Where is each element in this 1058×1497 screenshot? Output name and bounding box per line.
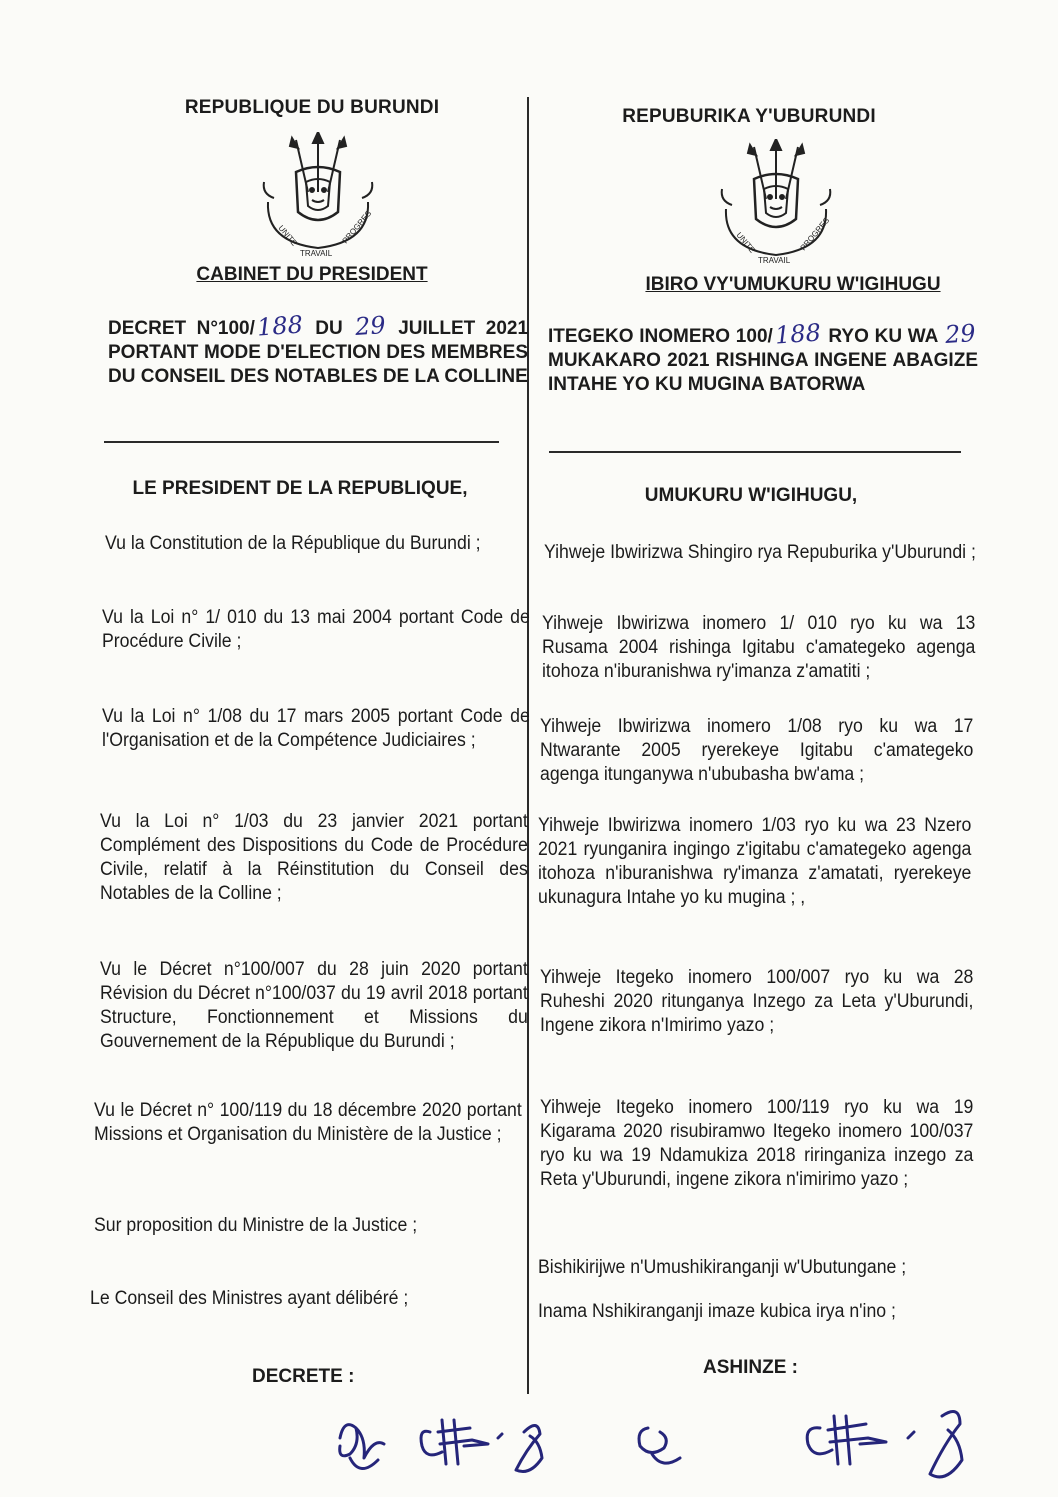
page-initials-signatures [330,1398,1030,1493]
paragraph-council-kirundi: Inama Nshikiranganji imaze kubica irya n'ino ; [538,1301,896,1322]
decree-du: DU [315,318,343,339]
motto-center-text-kirundi: TRAVAIL [758,256,791,265]
paragraph-law-1-03-kirundi: Yihweje Ibwirizwa inomero 1/03 ryo ku wa 23 Nzero 2021 ryunganira ingingo z'igitabu c'amategeko agenga itohoza n'iburanishwa ry'imanza z'amatati, ryerekeye ukunagura Intahe yo ku mugina ; , [538,815,972,908]
motto-left-text: UNITE [276,223,299,248]
paragraph-proposal-kirundi: Bishikirijwe n'Umushikiranganji w'Ubutungane ; [538,1257,907,1278]
decree-prefix-kirundi: ITEGEKO INOMERO 100/ [548,326,773,347]
cabinet-title-kirundi: IBIRO VY'UMUKURU W'IGIHUGU [645,274,941,295]
paragraph-judicial-organisation-kirundi: Yihweje Ibwirizwa inomero 1/08 ryo ku wa 17 Ntwarante 2005 ryerekeye Igitabu c'amategeko agenga itunganywa n'ububasha bw'ama ; [540,716,974,785]
decree-subject: PORTANT MODE D'ELECTION DES MEMBRES DU CONSEIL DES NOTABLES DE LA COLLINE [108,342,528,387]
paragraph-constitution: Vu la Constitution de la République du Burundi ; [105,533,481,554]
motto-left-text-kirundi: UNITE [734,230,757,255]
paragraph-decree-100-007-kirundi: Yihweje Itegeko inomero 100/007 ryo ku wa 28 Ruheshi 2020 ritunganya Inzego za Leta y'Uburundi, Ingene zikora n'Imirimo yazo ; [540,967,974,1036]
decree-ryo: RYO KU WA [828,326,938,347]
decree-title-kirundi [548,318,978,397]
motto-center-text: TRAVAIL [300,249,333,258]
decree-subject-kirundi: MUKAKARO 2021 RISHINGA INGENE ABAGIZE INTAHE YO KU MUGINA BATORWA [548,350,978,395]
decree-title [108,310,529,389]
title-underline-rule-kirundi [549,451,961,453]
handwritten-decree-number-kirundi: 188 [773,318,822,350]
motto-right-text: PROGRES [340,208,374,246]
title-underline-rule [104,441,499,443]
president-heading-kirundi: UMUKURU W'IGIHUGU, [644,485,858,506]
paragraph-civil-procedure-kirundi: Yihweje Ibwirizwa inomero 1/ 010 ryo ku wa 13 Rusama 2004 rishinga Igitabu c'amategeko agenga itohoza n'iburanishwa ry'imanza z'amatiti ; [542,613,976,682]
handwritten-day-kirundi: 29 [944,318,977,350]
decree-prefix: DECRET N°100/ [108,318,255,339]
paragraph-constitution-kirundi: Yihweje Ibwirizwa Shingiro rya Repuburika y'Uburundi ; [544,542,976,563]
paragraph-decree-100-119: Vu le Décret n° 100/119 du 18 décembre 2020 portant Missions et Organisation du Ministère de la Justice ; [94,1100,522,1145]
republic-title: REPUBLIQUE DU BURUNDI [184,97,440,118]
coat-of-arms-emblem-kirundi [706,139,846,269]
motto-right-text-kirundi: PROGRES [798,215,832,253]
handwritten-day: 29 [354,310,387,342]
paragraph-council: Le Conseil des Ministres ayant délibéré ; [90,1288,409,1309]
paragraph-judicial-organisation: Vu la Loi n° 1/08 du 17 mars 2005 portant Code de l'Organisation et de la Compétence Judiciaires ; [102,706,530,751]
republic-title-kirundi: REPUBURIKA Y'UBURUNDI [622,106,876,127]
handwritten-decree-number: 188 [255,310,304,342]
cabinet-title: CABINET DU PRESIDENT [196,264,428,285]
decree-date-rest: JUILLET 2021 [398,318,529,339]
coat-of-arms-emblem [248,132,388,262]
paragraph-proposal: Sur proposition du Ministre de la Justice ; [94,1215,418,1236]
president-heading: LE PRESIDENT DE LA REPUBLIQUE, [132,478,468,499]
decision-word-kirundi: ASHINZE : [703,1357,798,1378]
paragraph-decree-100-007: Vu le Décret n°100/007 du 28 juin 2020 portant Révision du Décret n°100/037 du 19 avril 2018 portant Structure, Fonctionnement et Missions du Gouvernement de la République du Burundi ; [100,959,528,1052]
paragraph-decree-100-119-kirundi: Yihweje Itegeko inomero 100/119 ryo ku wa 19 Kigarama 2020 risubiramwo Itegeko inomero 100/037 ryo ku wa 19 Ndamukiza 2018 riringaniza inzego za Reta y'Uburundi, ingene zikora n'imirimo yazo ; [540,1097,974,1190]
paragraph-civil-procedure: Vu la Loi n° 1/ 010 du 13 mai 2004 portant Code de Procédure Civile ; [102,607,530,652]
paragraph-law-1-03: Vu la Loi n° 1/03 du 23 janvier 2021 portant Complément des Dispositions du Code de Procédure Civile, relatif à la Réinstitution du Conseil des Notables de la Colline ; [100,811,528,904]
decision-word: DECRETE : [252,1366,355,1387]
